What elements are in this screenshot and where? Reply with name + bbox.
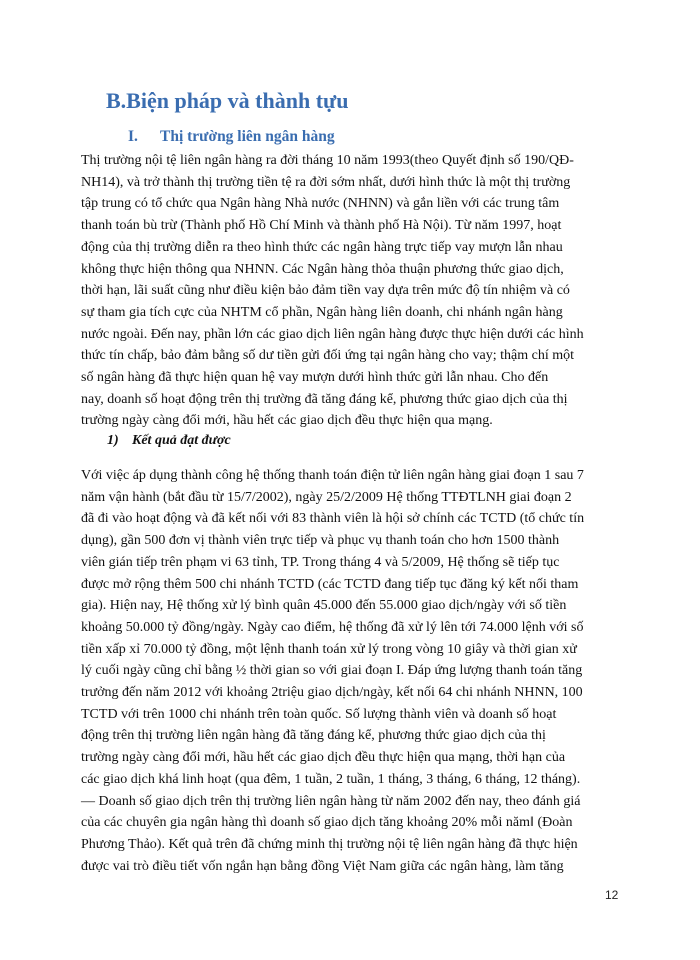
text-line: thanh toán bù trừ (Thành phố Hồ Chí Minh và thành phố Hà Nội). Từ năm 1997, hoạt <box>81 218 562 234</box>
text-line: sự tham gia tích cực của NHTM cổ phần, Ngân hàng liên doanh, chi nhánh ngân hàng <box>81 304 563 320</box>
text-line: gia). Hiện nay, Hệ thống xử lý bình quân 45.000 đến 55.000 giao dịch/ngày với số tiền <box>81 598 567 614</box>
text-line: NH14), và trở thành thị trường tiền tệ ra đời sớm nhất, dưới hình thức là một thị trường <box>81 174 571 190</box>
text-line: tiền xấp xỉ 70.000 tỷ đồng, một lệnh thanh toán xử lý trong vòng 10 giây và thời gian xử <box>81 641 577 657</box>
text-line: không thực hiện thông qua NHNN. Các Ngân hàng thỏa thuận phương thức giao dịch, <box>81 261 564 277</box>
section-i-title: Thị trường liên ngân hàng <box>160 128 335 145</box>
page-number: 12 <box>605 888 619 902</box>
text-line: trường ngày càng đổi mới, hầu hết các giao dịch đều thực hiện qua mạng, thời hạn của <box>81 750 566 766</box>
text-line: năm vận hành (bắt đầu từ 15/7/2002), ngày 25/2/2009 Hệ thống TTĐTLNH giai đoạn 2 <box>81 489 572 505</box>
section-i-heading <box>128 128 335 146</box>
text-line: Phương Thảo). Kết quả trên đã chứng minh thị trường nội tệ liên ngân hàng đã thực hiện <box>81 836 578 852</box>
text-line: — Doanh số giao dịch trên thị trường liên ngân hàng từ năm 2002 đến nay, theo đánh giá <box>81 793 581 809</box>
text-line: viên gián tiếp trên phạm vi 63 tỉnh, TP. Trong tháng 4 và 5/2009, Hệ thống sẽ tiếp tục <box>81 554 560 570</box>
section-b-heading: B.Biện pháp và thành tựu <box>106 88 349 113</box>
text-line: nước ngoài. Đến nay, phần lớn các giao dịch liên ngân hàng được thực hiện dưới các hình <box>81 326 584 342</box>
subsection-1-number: 1) <box>107 433 119 448</box>
text-line: đã đi vào hoạt động và đã kết nối với 83 thành viên là hội sở chính các TCTD (tổ chức tín <box>81 511 585 527</box>
section-i-number: I. <box>128 128 138 145</box>
text-line: động của thị trường diễn ra theo hình thức các ngân hàng trực tiếp vay mượn lẫn nhau <box>81 239 563 255</box>
text-line: trưởng đến năm 2012 với khoảng 2triệu giao dịch/ngày, kết nối 64 chi nhánh NHNN, 100 <box>81 685 583 701</box>
text-line: động trên thị trường liên ngân hàng đã tăng đáng kể, phương thức giao dịch của thị <box>81 728 546 744</box>
text-line: tập trung có tổ chức qua Ngân hàng Nhà nước (NHNN) và gắn liền với các trung tâm <box>81 196 560 212</box>
text-line: các giao dịch khá linh hoạt (qua đêm, 1 tuần, 2 tuần, 1 tháng, 3 tháng, 6 tháng, 12 tháng). <box>81 771 581 787</box>
text-line: TCTD với trên 1000 chi nhánh trên toàn quốc. Số lượng thành viên và doanh số hoạt <box>81 706 557 722</box>
text-line: được vai trò điều tiết vốn ngắn hạn bằng đồng Việt Nam giữa các ngân hàng, làm tăng <box>81 858 564 874</box>
text-line: nay, doanh số hoạt động trên thị trường đã tăng đáng kể, phương thức giao dịch của thị <box>81 391 568 407</box>
paragraph-results <box>81 465 621 877</box>
subsection-1-heading <box>107 433 231 449</box>
text-line: Với việc áp dụng thành công hệ thống thanh toán điện tử liên ngân hàng giai đoạn 1 sau 7 <box>81 468 584 483</box>
text-line: Thị trường nội tệ liên ngân hàng ra đời tháng 10 năm 1993(theo Quyết định số 190/QĐ- <box>81 153 574 168</box>
text-line: khoảng 50.000 tỷ đồng/ngày. Ngày cao điểm, hệ thống đã xử lý lên tới 74.000 lệnh với số <box>81 619 584 635</box>
text-line: số ngân hàng đã thực hiện quan hệ vay mượn dưới hình thức gửi lẫn nhau. Cho đến <box>81 370 549 386</box>
text-line: thức tín chấp, bảo đảm bằng số dư tiền gửi đối ứng tại ngân hàng cho vay; thậm chí một <box>81 348 575 364</box>
paragraph-interbank-market <box>81 150 621 432</box>
text-line: dụng), gần 500 đơn vị thành viên trực tiếp và phục vụ thanh toán cho hơn 1500 thành <box>81 533 560 549</box>
subsection-1-title: Kết quả đạt được <box>132 433 231 448</box>
text-line: của các chuyên gia ngân hàng thì doanh số giao dịch tăng khoảng 20% mỗi năm‖ (Đoàn <box>81 815 573 831</box>
text-line: lý cuối ngày cũng chỉ bằng ½ thời gian so với giai đoạn I. Đáp ứng lượng thanh toán tăng <box>81 663 583 679</box>
text-line: thời hạn, lãi suất cũng như điều kiện bảo đảm tiền vay dựa trên mức độ tín nhiệm và có <box>81 283 570 299</box>
text-line: được mở rộng thêm 500 chi nhánh TCTD (các TCTD đang tiếp tục đăng ký kết nối tham <box>81 576 579 592</box>
text-line: trường ngày càng đổi mới, hầu hết các giao dịch đều thực hiện qua mạng. <box>81 413 493 429</box>
